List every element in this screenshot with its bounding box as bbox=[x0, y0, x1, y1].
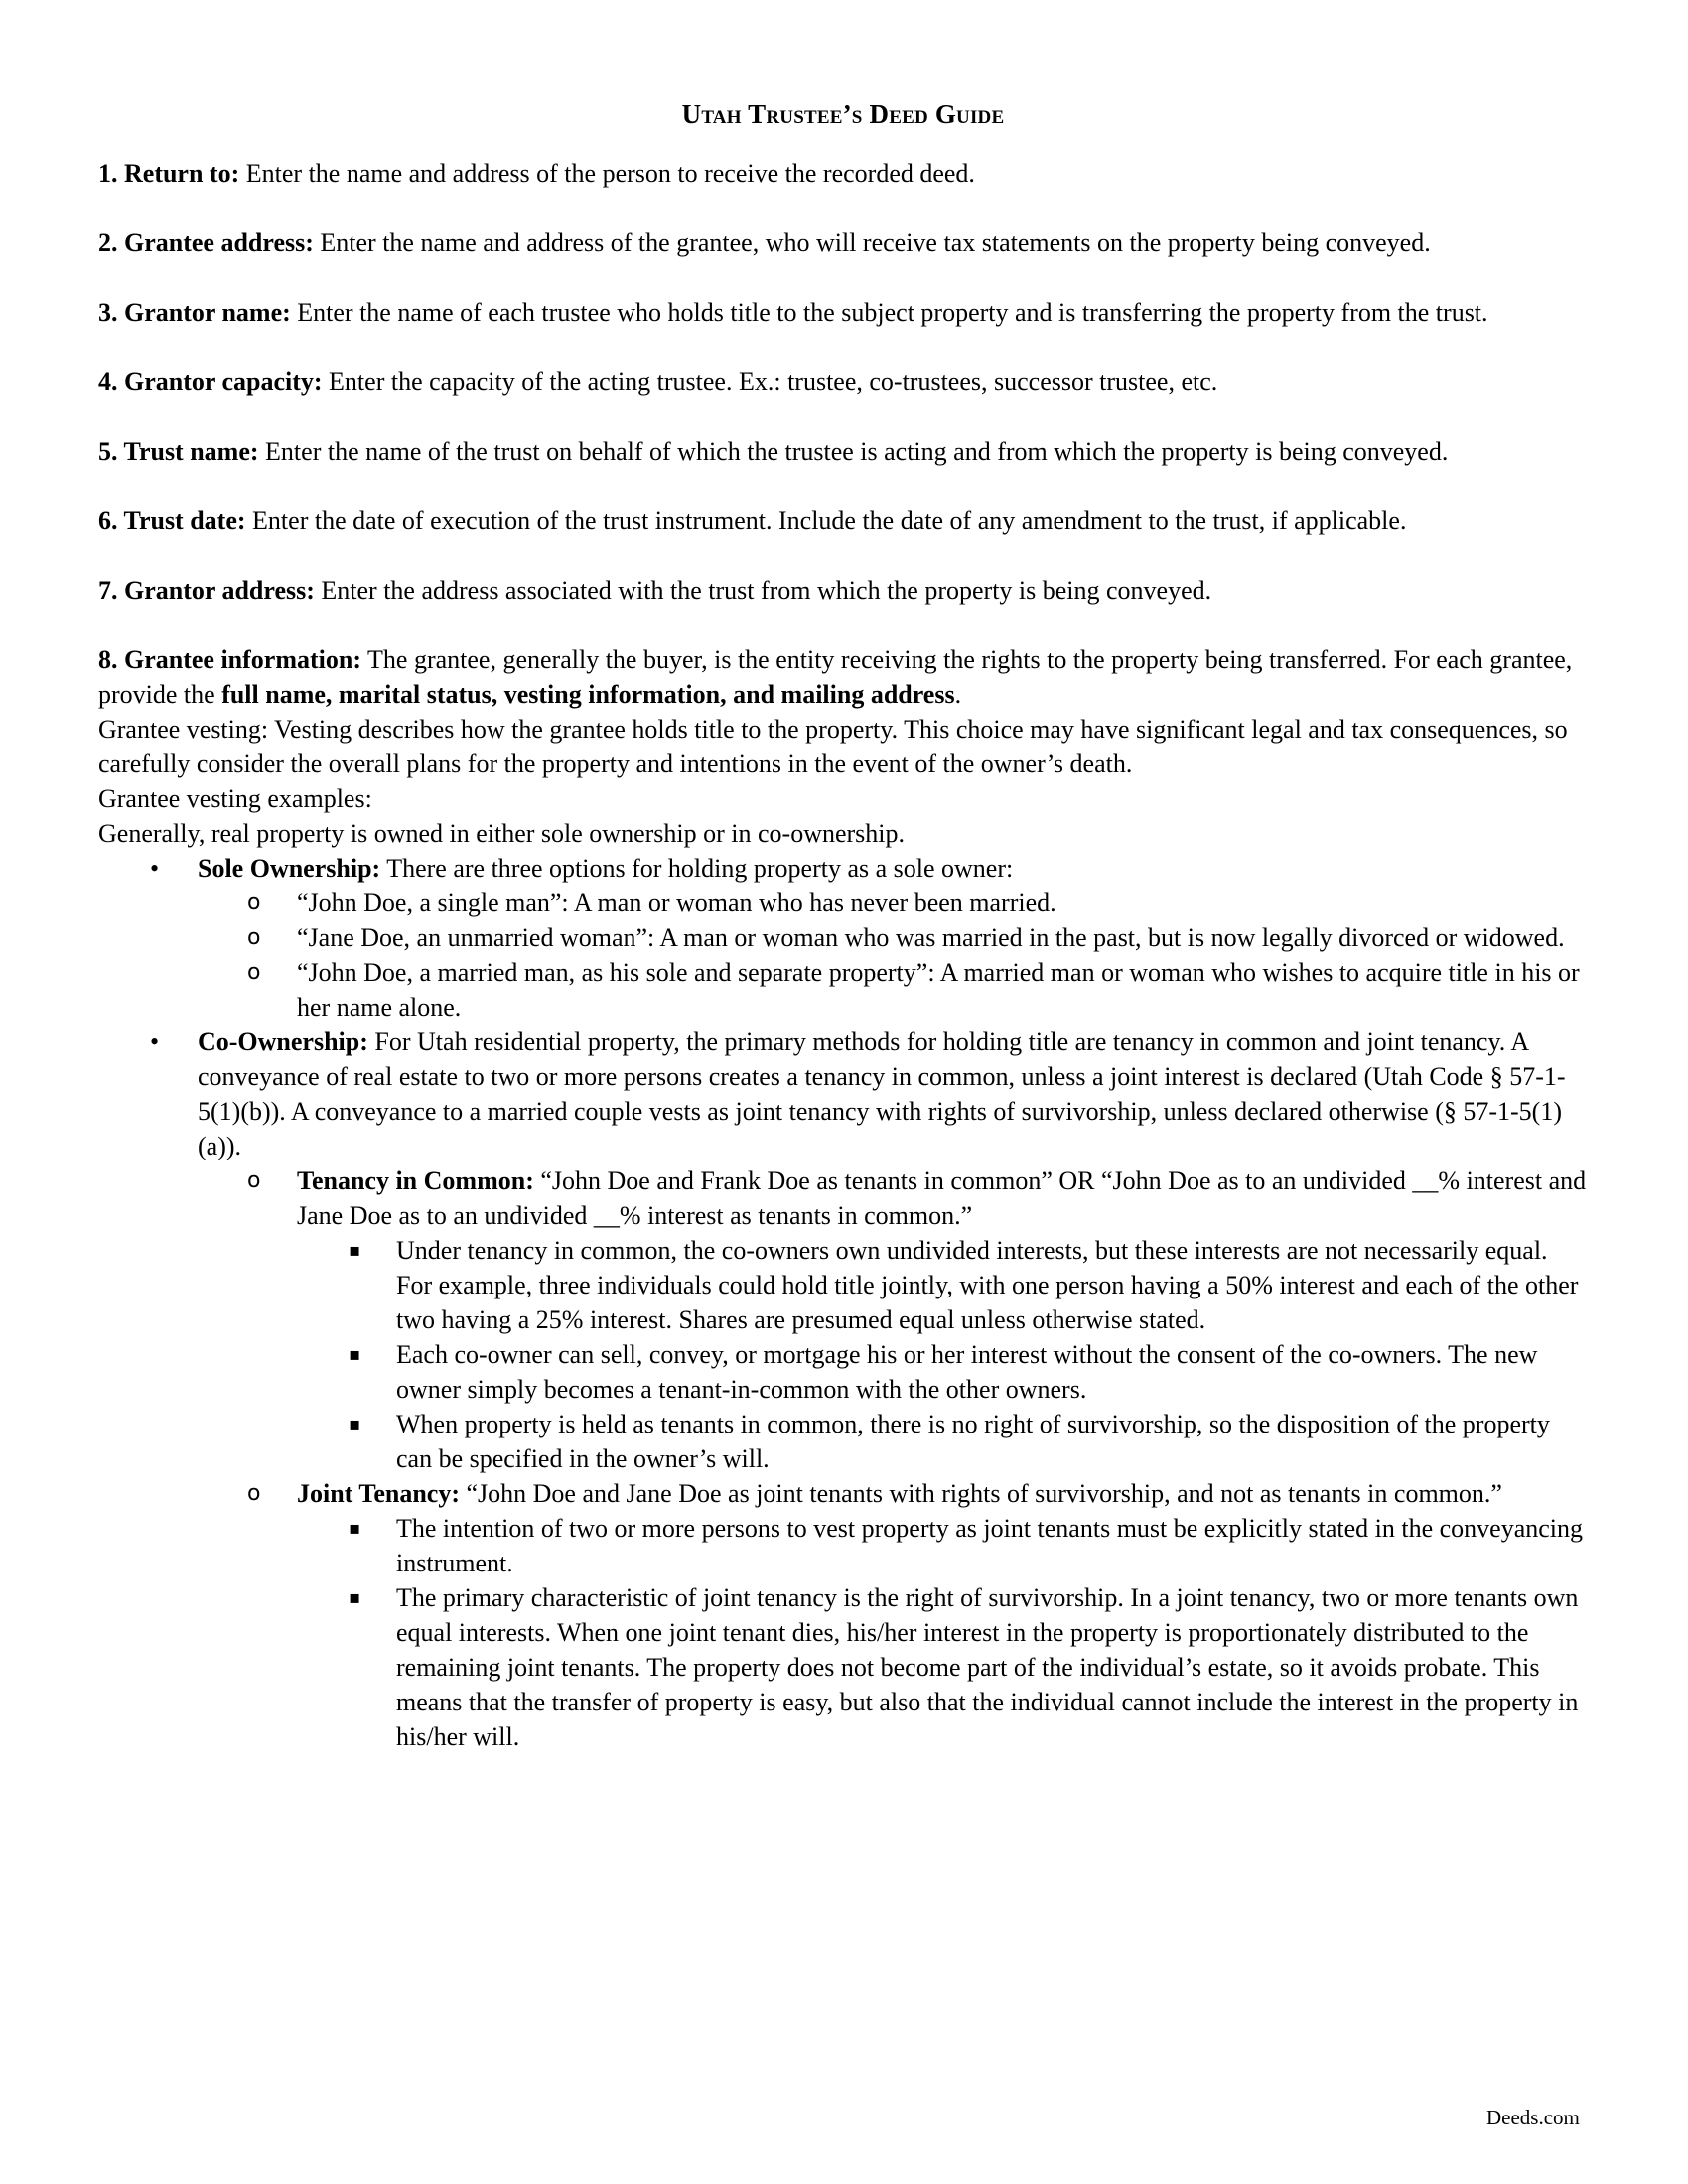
list-item-text: Each co-owner can sell, convey, or mortgage his or her interest without the consent of the co-owners. The new owner simply becomes a tenant-in-common with the other owners. bbox=[396, 1340, 1538, 1404]
disc-bullet-icon: • bbox=[150, 1027, 160, 1056]
item-text-bold: full name, marital status, vesting information, and mailing address bbox=[221, 680, 955, 709]
item-label: 2. Grantee address: bbox=[98, 228, 314, 257]
circle-bullet-icon: o bbox=[247, 890, 261, 915]
list-item-text: “John Doe and Frank Doe as tenants in common” OR “John Doe as to an undivided __% interest and Jane Doe as to an undivided __% interest as tenants in common.” bbox=[297, 1166, 1587, 1230]
list-item bbox=[198, 920, 1588, 955]
item-grantor-name bbox=[98, 295, 1588, 330]
item-grantor-address bbox=[98, 573, 1588, 608]
circle-bullet-icon: o bbox=[247, 1168, 261, 1193]
list-item-text: The intention of two or more persons to vest property as joint tenants must be explicitly stated in the conveyancing instrument. bbox=[396, 1514, 1584, 1577]
list-item-label: Joint Tenancy: bbox=[297, 1479, 460, 1508]
list-item bbox=[297, 1337, 1588, 1407]
list-item-sole-ownership bbox=[98, 851, 1588, 1024]
list-item bbox=[198, 886, 1588, 920]
item-label: 1. Return to: bbox=[98, 159, 240, 188]
joint-tenancy-points bbox=[297, 1511, 1588, 1754]
tenancy-in-common-points bbox=[297, 1233, 1588, 1476]
item-return-to bbox=[98, 156, 1588, 191]
ownership-overview: Generally, real property is owned in either sole ownership or in co-ownership. bbox=[98, 819, 906, 848]
list-item-label: Tenancy in Common: bbox=[297, 1166, 534, 1195]
list-item-text: For Utah residential property, the primary methods for holding title are tenancy in common and joint tenancy. A conveyance of real estate to two or more persons creates a tenancy in common, unless a joint interest is declared (Utah Code § 57-1-5(1)(b)). A conveyance to a married couple vests as joint tenancy with rights of survivorship, unless declared otherwise (§ 57-1-5(1)(a)). bbox=[198, 1027, 1566, 1160]
list-item-text: The primary characteristic of joint tenancy is the right of survivorship. In a joint tenancy, two or more tenants own equal interests. When one joint tenant dies, his/her interest in the property is proportionately distributed to the remaining joint tenants. The property does not become part of the individual’s estate, so it avoids probate. This means that the transfer of property is easy, but also that the individual cannot include the interest in the property in his/her will. bbox=[396, 1583, 1579, 1751]
item-label: 3. Grantor name: bbox=[98, 298, 291, 327]
item-text: Enter the name and address of the grantee, who will receive tax statements on the property being conveyed. bbox=[313, 228, 1431, 257]
circle-bullet-icon: o bbox=[247, 960, 261, 985]
circle-bullet-icon: o bbox=[247, 925, 261, 950]
list-item-text: Under tenancy in common, the co-owners own undivided interests, but these interests are not necessarily equal. For example, three individuals could hold title jointly, with one person having a 50% interest and each of the other two having a 25% interest. Shares are presumed equal unless otherwise stated. bbox=[396, 1236, 1579, 1334]
list-item-text: When property is held as tenants in common, there is no right of survivorship, so the disposition of the property can be specified in the owner’s will. bbox=[396, 1410, 1550, 1473]
item-text: The grantee, generally the buyer, is the entity receiving the rights to the property being transferred. For each grantee, provide the bbox=[98, 645, 1573, 709]
item-grantee-information bbox=[98, 642, 1588, 712]
item-trust-date bbox=[98, 503, 1588, 538]
item-label: 4. Grantor capacity: bbox=[98, 367, 323, 396]
list-item-tenancy-in-common bbox=[198, 1163, 1588, 1476]
list-item-label: Sole Ownership: bbox=[198, 854, 381, 883]
item-label: 6. Trust date: bbox=[98, 506, 246, 535]
square-bullet-icon: ▪ bbox=[349, 1587, 361, 1608]
item-text: Enter the date of execution of the trust instrument. Include the date of any amendment to the trust, if applicable. bbox=[245, 506, 1407, 535]
square-bullet-icon: ▪ bbox=[349, 1414, 361, 1434]
list-item-text: There are three options for holding property as a sole owner: bbox=[380, 854, 1014, 883]
item-trust-name bbox=[98, 434, 1588, 469]
item-label: 8. Grantee information: bbox=[98, 645, 362, 674]
item-label: 7. Grantor address: bbox=[98, 576, 315, 605]
document-title: Utah Trustee’s Deed Guide bbox=[681, 99, 1005, 129]
list-item bbox=[297, 1511, 1588, 1580]
item-text: Enter the name and address of the person to receive the recorded deed. bbox=[239, 159, 975, 188]
list-item-label: Co-Ownership: bbox=[198, 1027, 368, 1056]
grantee-vesting-examples: Grantee vesting examples: bbox=[98, 784, 372, 813]
list-item-text: “Jane Doe, an unmarried woman”: A man or woman who was married in the past, but is now legally divorced or widowed. bbox=[297, 923, 1565, 952]
disc-bullet-icon: • bbox=[150, 854, 160, 883]
list-item bbox=[198, 955, 1588, 1024]
footer-brand: Deeds.com bbox=[1486, 2106, 1580, 2129]
list-item-text: “John Doe, a married man, as his sole and separate property”: A married man or woman who wishes to acquire title in his or her name alone. bbox=[297, 958, 1580, 1022]
item-grantee-address bbox=[98, 225, 1588, 260]
grantee-vesting-paragraph: Grantee vesting: Vesting describes how the grantee holds title to the property. This choice may have significant legal and tax consequences, so carefully consider the overall plans for the property and intentions in the event of the owner’s death. bbox=[98, 715, 1568, 778]
square-bullet-icon: ▪ bbox=[349, 1518, 361, 1539]
list-item-co-ownership bbox=[98, 1024, 1588, 1754]
sole-ownership-options bbox=[198, 886, 1588, 1024]
item-text: . bbox=[954, 680, 962, 709]
item-label: 5. Trust name: bbox=[98, 437, 259, 466]
item-text: Enter the name of each trustee who holds title to the subject property and is transferring the property from the trust. bbox=[290, 298, 1488, 327]
square-bullet-icon: ▪ bbox=[349, 1240, 361, 1261]
item-grantor-capacity bbox=[98, 364, 1588, 399]
square-bullet-icon: ▪ bbox=[349, 1344, 361, 1365]
document-page bbox=[98, 97, 1588, 1754]
list-item-text: “John Doe and Jane Doe as joint tenants with rights of survivorship, and not as tenants in common.” bbox=[460, 1479, 1502, 1508]
list-item bbox=[297, 1407, 1588, 1476]
item-text: Enter the address associated with the trust from which the property is being conveyed. bbox=[314, 576, 1212, 605]
list-item-text: “John Doe, a single man”: A man or woman who has never been married. bbox=[297, 888, 1056, 917]
list-item-joint-tenancy bbox=[198, 1476, 1588, 1754]
item-text: Enter the name of the trust on behalf of which the trustee is acting and from which the property is being conveyed. bbox=[258, 437, 1449, 466]
list-item bbox=[297, 1233, 1588, 1337]
co-ownership-options bbox=[198, 1163, 1588, 1754]
circle-bullet-icon: o bbox=[247, 1481, 261, 1506]
ownership-list bbox=[98, 851, 1588, 1754]
item-text: Enter the capacity of the acting trustee. Ex.: trustee, co-trustees, successor trustee, etc. bbox=[322, 367, 1218, 396]
list-item bbox=[297, 1580, 1588, 1754]
